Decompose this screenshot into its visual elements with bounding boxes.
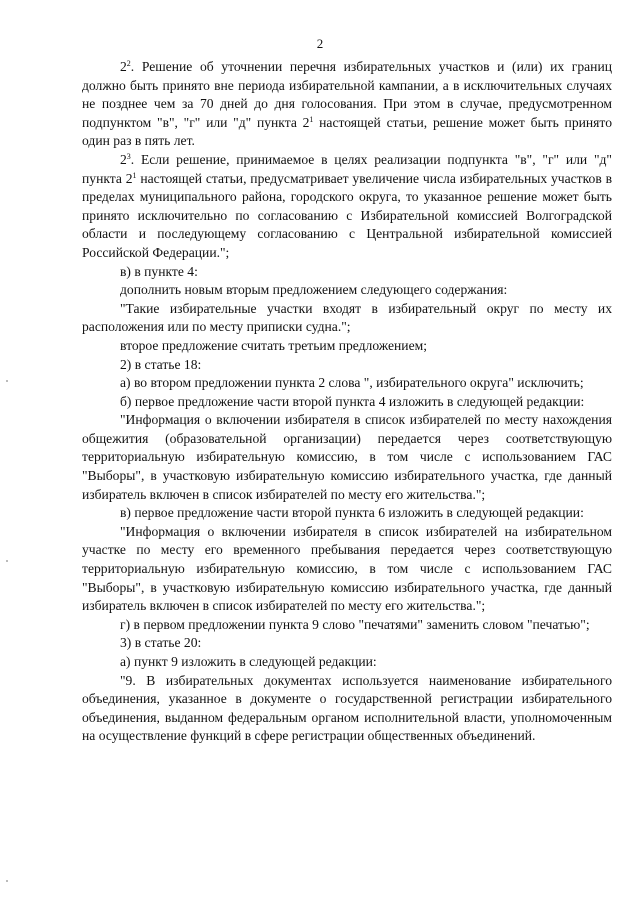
quoted-paragraph: "Такие избирательные участки входят в избирательный округ по месту их расположения или по месту приписки судна.";: [82, 300, 612, 335]
paragraph: в) в пункте 4:: [120, 263, 198, 279]
superscript: 1: [309, 114, 314, 124]
document-body: [82, 58, 612, 746]
superscript: 1: [132, 170, 137, 180]
page-number: 2: [316, 36, 324, 51]
paragraph: а) пункт 9 изложить в следующей редакции:: [120, 654, 377, 669]
quoted-paragraph: "Информация о включении избирателя в список избирателей на избирательном участке по месту его временного пребывания передается через соответствующую территориальную избирательную комиссию, в том числе с использованием ГАС "Выборы", в участковую избирательную комиссию избирательного участка, где данный избиратель включен в список избирателей по месту его жительства.";: [82, 523, 612, 614]
paragraph: дополнить новым вторым предложением следующего содержания:: [120, 282, 508, 298]
quoted-paragraph: "Информация о включении избирателя в список избирателей по месту нахождения общежития (образовательной организации) передается через соответствующую территориальную избирательную комиссию, в том числе с использованием ГАС "Выборы", в участковую избирательную комиссию избирательного участка, где данный избиратель включен в список избирателей по месту его жительства.";: [82, 412, 612, 502]
scan-speck: [6, 880, 8, 882]
paragraph-text: . Если решение, принимаемое в целях реализации подпункта "в", "г" или "д" пункта 2: [82, 151, 612, 186]
paragraph: в) первое предложение части второй пункта 6 изложить в следующей редакции:: [120, 505, 584, 521]
superscript: 2: [126, 59, 131, 68]
article-heading: 3) в статье 20:: [120, 635, 202, 651]
paragraph: второе предложение считать третьим предложением;: [120, 337, 427, 353]
paragraph: г) в первом предложении пункта 9 слово "печатями" заменить словом "печатью";: [120, 616, 590, 632]
scan-speck: [6, 380, 8, 382]
quoted-paragraph: "9. В избирательных документах используется наименование избирательного объединения, указанное в документе о государственной регистрации избирательного объединения, выданном федеральным органом исполнительной власти, уполномоченным на осуществление функций в сфере регистрации общественных объединений.: [82, 672, 612, 744]
paragraph: б) первое предложение части второй пункта 4 изложить в следующей редакции:: [120, 393, 585, 409]
paragraph-number: 2: [120, 59, 127, 74]
paragraph-number: 2: [120, 151, 127, 167]
superscript: 3: [126, 151, 131, 161]
paragraph-text: настоящей статьи, предусматривает увеличение числа избирательных участков в пределах муниципального района, городского округа, то указанное решение может быть принято исключительно по согласованию с Избирательной комиссией Волгоградской области и последующему согласованию с Центральной избирательной комиссией Российской Федерации.";: [82, 170, 612, 260]
paragraph-2-3: [82, 151, 612, 263]
scan-speck: [6, 560, 8, 562]
paragraph-2-2: [82, 58, 612, 151]
paragraph-text: настоящей статьи, решение может быть принято один раз в пять лет.: [82, 114, 612, 149]
paragraph-text: . Решение об уточнении перечня избирательных участков и (или) их границ должно быть принято вне периода избирательной кампании, а в исключительных случаях не позднее чем за 70 дней до дня голосования. При этом в случае, предусмотренном подпунктом "в", "г" или "д" пункта 2: [82, 59, 612, 130]
paragraph: а) во втором предложении пункта 2 слова ", избирательного округа" исключить;: [120, 375, 584, 391]
article-heading: 2) в статье 18:: [120, 356, 202, 372]
